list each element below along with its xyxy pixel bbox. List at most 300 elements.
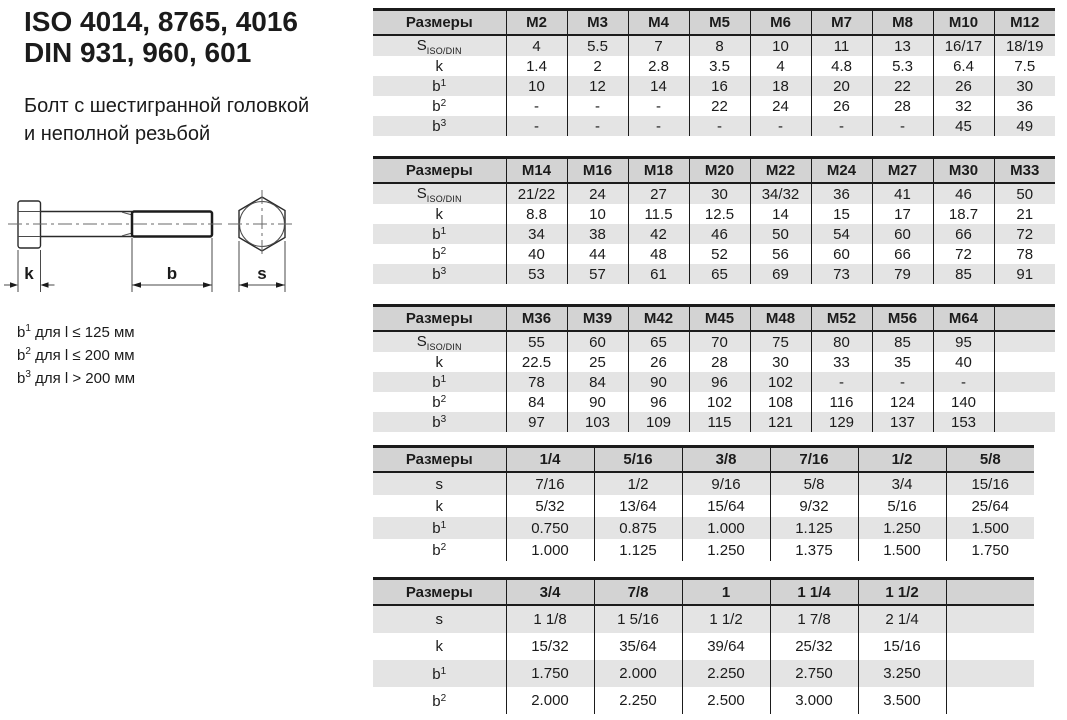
value-cell: 1/2 xyxy=(594,472,682,495)
value-cell: 3/4 xyxy=(858,472,946,495)
value-cell: 5.5 xyxy=(567,35,628,56)
value-cell: 2.8 xyxy=(628,56,689,76)
value-cell: 2.250 xyxy=(682,660,770,687)
value-cell: 1 5/16 xyxy=(594,605,682,633)
value-cell: - xyxy=(750,116,811,136)
size-header: M18 xyxy=(628,158,689,184)
value-cell: 25/64 xyxy=(946,495,1034,517)
value-cell: 66 xyxy=(933,224,994,244)
sizes-column-header: Размеры xyxy=(373,10,506,36)
value-cell: 78 xyxy=(994,244,1055,264)
value-cell: 16/17 xyxy=(933,35,994,56)
value-cell xyxy=(994,392,1055,412)
value-cell: 28 xyxy=(689,352,750,372)
value-cell: 1.750 xyxy=(946,539,1034,561)
value-cell: 30 xyxy=(994,76,1055,96)
size-header: 3/8 xyxy=(682,447,770,473)
value-cell: 1.250 xyxy=(682,539,770,561)
bolt-technical-drawing xyxy=(2,171,347,319)
size-header: 1 xyxy=(682,579,770,606)
value-cell: 2.500 xyxy=(682,687,770,714)
value-cell: 4 xyxy=(750,56,811,76)
value-cell: 91 xyxy=(994,264,1055,284)
size-header: M6 xyxy=(750,10,811,36)
value-cell: 48 xyxy=(628,244,689,264)
value-cell: 12.5 xyxy=(689,204,750,224)
size-header: M64 xyxy=(933,306,994,332)
value-cell: 96 xyxy=(689,372,750,392)
value-cell: 1.125 xyxy=(594,539,682,561)
value-cell: 21/22 xyxy=(506,183,567,204)
value-cell: 55 xyxy=(506,331,567,352)
row-label: $b^2$ xyxy=(432,692,447,710)
table-row xyxy=(373,517,1034,539)
row-label: $b^1$ xyxy=(373,517,506,539)
table-row xyxy=(373,116,1055,136)
value-cell: 97 xyxy=(506,412,567,432)
value-cell: - xyxy=(933,372,994,392)
table-row xyxy=(373,687,1034,714)
size-header: 3/4 xyxy=(506,579,594,606)
value-cell: 2.250 xyxy=(594,687,682,714)
table-row xyxy=(373,204,1055,224)
value-cell: 1.4 xyxy=(506,56,567,76)
value-cell: 15/64 xyxy=(682,495,770,517)
value-cell xyxy=(946,633,1034,660)
dimension-s-label: s xyxy=(257,264,267,283)
value-cell: 10 xyxy=(567,204,628,224)
row-label: $S_{ISO/DIN}$ xyxy=(373,183,506,204)
size-header: M45 xyxy=(689,306,750,332)
value-cell: 66 xyxy=(872,244,933,264)
value-cell: 46 xyxy=(933,183,994,204)
value-cell: 96 xyxy=(628,392,689,412)
header-row xyxy=(373,306,1055,332)
row-label: k xyxy=(435,638,443,655)
title-iso: ISO 4014, 8765, 4016 xyxy=(24,6,298,37)
value-cell: 78 xyxy=(506,372,567,392)
value-cell: 1.750 xyxy=(506,660,594,687)
value-cell: 30 xyxy=(750,352,811,372)
size-header: M56 xyxy=(872,306,933,332)
value-cell: 109 xyxy=(628,412,689,432)
dimension-b xyxy=(132,238,212,292)
value-cell: 60 xyxy=(872,224,933,244)
value-cell: 13/64 xyxy=(594,495,682,517)
sizes-column-header: Размеры xyxy=(373,447,506,473)
header-row xyxy=(373,579,1034,606)
value-cell: 18.7 xyxy=(933,204,994,224)
value-cell: 108 xyxy=(750,392,811,412)
value-cell: - xyxy=(872,372,933,392)
value-cell: 22.5 xyxy=(506,352,567,372)
value-cell: 20 xyxy=(811,76,872,96)
value-cell: - xyxy=(567,116,628,136)
value-cell: 2.750 xyxy=(770,660,858,687)
value-cell: 8.8 xyxy=(506,204,567,224)
page-title xyxy=(24,6,298,68)
value-cell: 14 xyxy=(628,76,689,96)
size-header: M5 xyxy=(689,10,750,36)
value-cell: 3.000 xyxy=(770,687,858,714)
size-header: M36 xyxy=(506,306,567,332)
value-cell: 116 xyxy=(811,392,872,412)
row-label: $b^3$ xyxy=(373,116,506,136)
row-label: $b^3$ xyxy=(373,264,506,284)
value-cell: 40 xyxy=(933,352,994,372)
value-cell: 54 xyxy=(811,224,872,244)
table-imperial-quarter-to-fiveeighths xyxy=(373,445,1034,561)
title-din: DIN 931, 960, 601 xyxy=(24,37,252,68)
value-cell: 6.4 xyxy=(933,56,994,76)
value-cell xyxy=(994,352,1055,372)
value-cell: - xyxy=(567,96,628,116)
value-cell: 3.5 xyxy=(689,56,750,76)
value-cell: - xyxy=(689,116,750,136)
value-cell xyxy=(994,412,1055,432)
size-header: 1 1/4 xyxy=(770,579,858,606)
value-cell: 8 xyxy=(689,35,750,56)
value-cell: 79 xyxy=(872,264,933,284)
value-cell: 22 xyxy=(872,76,933,96)
size-header: M2 xyxy=(506,10,567,36)
value-cell: 7.5 xyxy=(994,56,1055,76)
value-cell: 1.500 xyxy=(858,539,946,561)
value-cell: 26 xyxy=(933,76,994,96)
size-header: M14 xyxy=(506,158,567,184)
value-cell: 90 xyxy=(567,392,628,412)
value-cell: 11.5 xyxy=(628,204,689,224)
table-metric-m14-m33 xyxy=(373,156,1055,284)
row-label: $b^2$ xyxy=(432,394,447,411)
subtitle-line-1: Болт с шестигранной головкой xyxy=(24,95,310,117)
value-cell: 15 xyxy=(811,204,872,224)
row-label: $b^1$ xyxy=(373,660,506,687)
value-cell: 115 xyxy=(689,412,750,432)
table-row xyxy=(373,660,1034,687)
value-cell: 2.000 xyxy=(594,660,682,687)
value-cell: - xyxy=(811,372,872,392)
value-cell: 15/16 xyxy=(946,472,1034,495)
table-row xyxy=(373,605,1034,633)
value-cell: 85 xyxy=(933,264,994,284)
row-label: $b^1$ xyxy=(373,76,506,96)
value-cell: 5.3 xyxy=(872,56,933,76)
row-label: k xyxy=(435,57,443,75)
value-cell: 7/16 xyxy=(506,472,594,495)
value-cell: 7 xyxy=(628,35,689,56)
size-header: 7/16 xyxy=(770,447,858,473)
value-cell: 65 xyxy=(689,264,750,284)
header-row xyxy=(373,158,1055,184)
value-cell: 57 xyxy=(567,264,628,284)
row-label: s xyxy=(373,472,506,495)
row-label: $b^2$ xyxy=(432,98,447,115)
value-cell: 129 xyxy=(811,412,872,432)
value-cell xyxy=(994,331,1055,352)
value-cell: - xyxy=(506,96,567,116)
value-cell: 90 xyxy=(628,372,689,392)
value-cell: 56 xyxy=(750,244,811,264)
value-cell: 16 xyxy=(689,76,750,96)
size-header: M30 xyxy=(933,158,994,184)
size-header: M12 xyxy=(994,10,1055,36)
table-row xyxy=(373,372,1055,392)
size-header: 1/4 xyxy=(506,447,594,473)
subtitle-line-2: и неполной резьбой xyxy=(24,123,211,145)
size-header xyxy=(994,306,1055,332)
value-cell: 60 xyxy=(811,244,872,264)
value-cell: 40 xyxy=(506,244,567,264)
size-header: 5/8 xyxy=(946,447,1034,473)
value-cell: - xyxy=(872,116,933,136)
value-cell: 52 xyxy=(689,244,750,264)
size-header: M20 xyxy=(689,158,750,184)
dimension-tables xyxy=(373,0,1067,720)
table-imperial-threequarters-to-oneandhalf xyxy=(373,577,1034,714)
value-cell: 5/32 xyxy=(506,495,594,517)
value-cell: 32 xyxy=(933,96,994,116)
sizes-column-header: Размеры xyxy=(373,158,506,184)
row-label: k xyxy=(435,353,443,371)
value-cell: 1 1/8 xyxy=(506,605,594,633)
value-cell: 0.875 xyxy=(594,517,682,539)
value-cell: 21 xyxy=(994,204,1055,224)
size-header: M4 xyxy=(628,10,689,36)
table-row xyxy=(373,392,1055,412)
value-cell xyxy=(994,372,1055,392)
value-cell: 15/32 xyxy=(506,633,594,660)
value-cell: 15/16 xyxy=(858,633,946,660)
value-cell: 1 7/8 xyxy=(770,605,858,633)
thread-length-notes xyxy=(17,319,135,388)
table-row xyxy=(373,633,1034,660)
value-cell: 34/32 xyxy=(750,183,811,204)
value-cell: 11 xyxy=(811,35,872,56)
sizes-column-header: Размеры xyxy=(373,579,506,606)
value-cell: 39/64 xyxy=(682,633,770,660)
dimension-k-label: k xyxy=(24,264,34,283)
value-cell: 50 xyxy=(750,224,811,244)
table-row xyxy=(373,539,1034,561)
value-cell: 1.500 xyxy=(946,517,1034,539)
value-cell xyxy=(946,687,1034,714)
row-label: k xyxy=(435,205,443,223)
value-cell: 42 xyxy=(628,224,689,244)
table-row xyxy=(373,35,1055,56)
value-cell: 35/64 xyxy=(594,633,682,660)
value-cell: 24 xyxy=(750,96,811,116)
value-cell: 65 xyxy=(628,331,689,352)
row-label: $S_{ISO/DIN}$ xyxy=(373,35,506,56)
value-cell: 4 xyxy=(506,35,567,56)
row-label: $S_{ISO/DIN}$ xyxy=(373,331,506,352)
value-cell: 13 xyxy=(872,35,933,56)
value-cell: 50 xyxy=(994,183,1055,204)
table-metric-m2-m12 xyxy=(373,8,1055,136)
value-cell: 10 xyxy=(750,35,811,56)
dimension-k xyxy=(4,250,55,292)
value-cell: 25/32 xyxy=(770,633,858,660)
value-cell: 44 xyxy=(567,244,628,264)
value-cell: 36 xyxy=(994,96,1055,116)
value-cell: 10 xyxy=(506,76,567,96)
value-cell xyxy=(946,660,1034,687)
value-cell: 22 xyxy=(689,96,750,116)
value-cell: - xyxy=(811,116,872,136)
value-cell: 102 xyxy=(750,372,811,392)
value-cell: 137 xyxy=(872,412,933,432)
value-cell: 95 xyxy=(933,331,994,352)
value-cell: 46 xyxy=(689,224,750,244)
left-panel xyxy=(0,0,373,720)
value-cell: 2 xyxy=(567,56,628,76)
value-cell: 24 xyxy=(567,183,628,204)
value-cell: 121 xyxy=(750,412,811,432)
size-header: 1 1/2 xyxy=(858,579,946,606)
row-label: s xyxy=(373,605,506,633)
value-cell: 103 xyxy=(567,412,628,432)
table-row xyxy=(373,76,1055,96)
sizes-column-header: Размеры xyxy=(373,306,506,332)
value-cell: 27 xyxy=(628,183,689,204)
size-header: M52 xyxy=(811,306,872,332)
value-cell: 75 xyxy=(750,331,811,352)
size-header xyxy=(946,579,1034,606)
table-row xyxy=(373,495,1034,517)
value-cell: 0.750 xyxy=(506,517,594,539)
size-header: M42 xyxy=(628,306,689,332)
table-row xyxy=(373,96,1055,116)
page-subtitle xyxy=(24,92,309,148)
row-label: $b^2$ xyxy=(432,542,447,559)
value-cell: - xyxy=(506,116,567,136)
value-cell: 2 1/4 xyxy=(858,605,946,633)
table-row xyxy=(373,264,1055,284)
value-cell: 49 xyxy=(994,116,1055,136)
value-cell: - xyxy=(628,96,689,116)
value-cell: 140 xyxy=(933,392,994,412)
value-cell: 1.250 xyxy=(858,517,946,539)
table-row xyxy=(373,331,1055,352)
header-row xyxy=(373,10,1055,36)
table-row xyxy=(373,472,1034,495)
value-cell: 17 xyxy=(872,204,933,224)
value-cell: 60 xyxy=(567,331,628,352)
size-header: M8 xyxy=(872,10,933,36)
value-cell: 35 xyxy=(872,352,933,372)
value-cell: 28 xyxy=(872,96,933,116)
size-header: 5/16 xyxy=(594,447,682,473)
row-label: k xyxy=(435,497,443,515)
value-cell: - xyxy=(628,116,689,136)
dimension-b-label: b xyxy=(166,264,178,283)
value-cell: 1.000 xyxy=(682,517,770,539)
table-row xyxy=(373,352,1055,372)
value-cell xyxy=(946,605,1034,633)
value-cell: 14 xyxy=(750,204,811,224)
value-cell: 80 xyxy=(811,331,872,352)
value-cell: 53 xyxy=(506,264,567,284)
value-cell: 85 xyxy=(872,331,933,352)
value-cell: 102 xyxy=(689,392,750,412)
size-header: 1/2 xyxy=(858,447,946,473)
row-label: $b^2$ xyxy=(432,246,447,263)
value-cell: 36 xyxy=(811,183,872,204)
value-cell: 69 xyxy=(750,264,811,284)
value-cell: 1.000 xyxy=(506,539,594,561)
value-cell: 3.500 xyxy=(858,687,946,714)
size-header: M7 xyxy=(811,10,872,36)
value-cell: 84 xyxy=(567,372,628,392)
table-row xyxy=(373,244,1055,264)
size-header: M33 xyxy=(994,158,1055,184)
value-cell: 3.250 xyxy=(858,660,946,687)
table-row xyxy=(373,224,1055,244)
size-header: M48 xyxy=(750,306,811,332)
value-cell: 61 xyxy=(628,264,689,284)
size-header: M24 xyxy=(811,158,872,184)
value-cell: 41 xyxy=(872,183,933,204)
value-cell: 4.8 xyxy=(811,56,872,76)
value-cell: 9/32 xyxy=(770,495,858,517)
value-cell: 70 xyxy=(689,331,750,352)
header-row xyxy=(373,447,1034,473)
value-cell: 1.125 xyxy=(770,517,858,539)
size-header: M16 xyxy=(567,158,628,184)
value-cell: 34 xyxy=(506,224,567,244)
value-cell: 72 xyxy=(994,224,1055,244)
size-header: 7/8 xyxy=(594,579,682,606)
note-line: $b^3$ для l > 200 мм xyxy=(17,369,136,387)
bolt-end-view xyxy=(228,190,296,258)
value-cell: 5/8 xyxy=(770,472,858,495)
row-label: $b^3$ xyxy=(373,412,506,432)
value-cell: 30 xyxy=(689,183,750,204)
value-cell: 153 xyxy=(933,412,994,432)
size-header: M3 xyxy=(567,10,628,36)
size-header: M39 xyxy=(567,306,628,332)
table-row xyxy=(373,56,1055,76)
value-cell: 26 xyxy=(628,352,689,372)
table-metric-m36-m64 xyxy=(373,304,1055,432)
value-cell: 1 1/2 xyxy=(682,605,770,633)
value-cell: 12 xyxy=(567,76,628,96)
size-header: M27 xyxy=(872,158,933,184)
value-cell: 73 xyxy=(811,264,872,284)
value-cell: 2.000 xyxy=(506,687,594,714)
note-line: $b^1$ для l ≤ 125 мм xyxy=(17,323,135,341)
value-cell: 1.375 xyxy=(770,539,858,561)
value-cell: 18/19 xyxy=(994,35,1055,56)
value-cell: 72 xyxy=(933,244,994,264)
value-cell: 9/16 xyxy=(682,472,770,495)
row-label: $b^1$ xyxy=(373,372,506,392)
value-cell: 45 xyxy=(933,116,994,136)
value-cell: 33 xyxy=(811,352,872,372)
table-row xyxy=(373,412,1055,432)
value-cell: 26 xyxy=(811,96,872,116)
size-header: M10 xyxy=(933,10,994,36)
size-header: M22 xyxy=(750,158,811,184)
row-label: $b^1$ xyxy=(373,224,506,244)
value-cell: 84 xyxy=(506,392,567,412)
table-row xyxy=(373,183,1055,204)
value-cell: 5/16 xyxy=(858,495,946,517)
value-cell: 18 xyxy=(750,76,811,96)
note-line: $b^2$ для l ≤ 200 мм xyxy=(17,346,135,364)
value-cell: 38 xyxy=(567,224,628,244)
